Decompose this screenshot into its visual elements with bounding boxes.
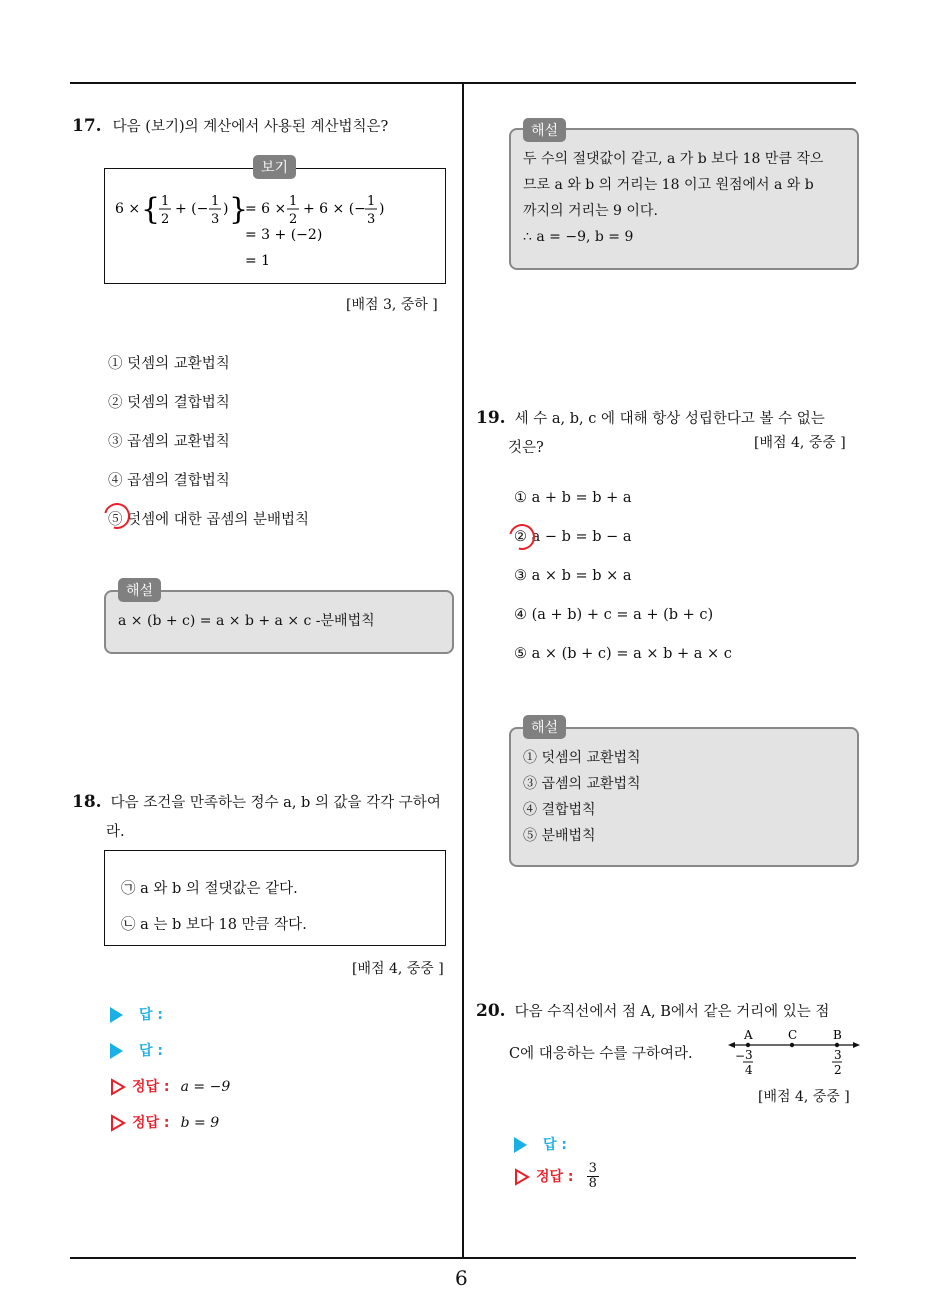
svg-text:): ) [379, 201, 385, 217]
q18-solution-line4: ∴ a = −9, b = 9 [523, 229, 634, 245]
svg-text:= 3 + (−2): = 3 + (−2) [245, 227, 323, 243]
q19-solution-line4: ⑤ 분배법칙 [523, 828, 596, 844]
q17-example-box [104, 160, 446, 284]
q20-correct [514, 1162, 599, 1191]
q18-correct-label-2: 정답 : [132, 1115, 170, 1131]
q20-correct-label: 정답 : [536, 1169, 574, 1185]
q17-choice-2[interactable]: ② 덧셈의 결합법칙 [108, 395, 230, 411]
q19-solution-tag: 해설 [523, 715, 566, 739]
bottom-rule [70, 1257, 856, 1259]
q20-number: 20. [476, 1001, 506, 1021]
q20-point-a: A [744, 1028, 753, 1042]
svg-text:1: 1 [289, 194, 298, 209]
q18-solution-line3: 까지의 거리는 9 이다. [523, 203, 658, 219]
q19-choice-3[interactable]: ③ a × b = b × a [514, 568, 632, 584]
svg-text:3: 3 [211, 212, 220, 227]
q18-correct-2 [110, 1112, 219, 1132]
q18-solution-line1: 두 수의 절댓값이 같고, a 가 b 보다 18 만큼 작으 [523, 151, 824, 167]
q18-number: 18. [72, 792, 102, 812]
svg-text:1: 1 [367, 194, 376, 209]
svg-text:}: } [229, 192, 249, 227]
q17-score: [배점 3, 중하 ] [346, 297, 438, 313]
q18-text-line1: 다음 조건을 만족하는 정수 a, b 의 값을 각각 구하여 [110, 795, 441, 811]
q19-choice-1[interactable]: ① a + b = b + a [514, 490, 632, 506]
q20-question [476, 1000, 829, 1021]
q17-text: 다음 (보기)의 계산에서 사용된 계산법칙은? [112, 119, 389, 135]
q18-correct-value-2: b = 9 [180, 1115, 220, 1131]
answer-arrow-icon [110, 1043, 123, 1059]
svg-text:2: 2 [289, 212, 298, 227]
q17-example-tag: 보기 [253, 155, 296, 179]
svg-text:): ) [223, 201, 229, 217]
answer-arrow-icon [514, 1137, 527, 1153]
q18-correct-value-1: a = −9 [180, 1079, 231, 1095]
q18-solution-line2: 므로 a 와 b 의 거리는 18 이고 원점에서 a 와 b [523, 177, 814, 193]
q18-condition-2: ㉡ a 는 b 보다 18 만큼 작다. [121, 917, 307, 933]
q19-number: 19. [476, 408, 506, 428]
q18-answer-2[interactable] [110, 1040, 163, 1060]
q20-point-b: B [833, 1028, 842, 1042]
correct-arrow-icon [110, 1114, 126, 1132]
q20-score: [배점 4, 중중 ] [758, 1089, 850, 1105]
q18-question [72, 788, 441, 846]
q18-condition-1: ㉠ a 와 b 의 절댓값은 같다. [121, 881, 298, 897]
q17-question [72, 115, 388, 136]
q19-choice-2[interactable]: ② a − b = b − a [514, 529, 632, 545]
q18-text-line2: 라. [106, 824, 125, 840]
q20-number-line [728, 1028, 860, 1078]
q19-answer-mark [504, 519, 540, 555]
svg-text:3: 3 [367, 212, 376, 227]
q20-point-c: C [788, 1028, 798, 1042]
q17-choice-1[interactable]: ① 덧셈의 교환법칙 [108, 356, 230, 372]
q19-choice-5[interactable]: ⑤ a × (b + c) = a × b + a × c [514, 646, 732, 662]
answer-arrow-icon [110, 1007, 123, 1023]
column-divider [462, 82, 464, 1258]
correct-arrow-icon [110, 1078, 126, 1096]
q20-correct-value: $\frac{3}{8}$ [588, 1161, 597, 1191]
svg-text:2: 2 [161, 212, 170, 227]
svg-text:+ (−: + (− [175, 201, 209, 217]
q18-condition-box [104, 850, 446, 946]
q17-solution-tag: 해설 [118, 578, 161, 602]
q20-text-line2: C에 대응하는 수를 구하여라. [509, 1046, 693, 1062]
q19-text-line1: 세 수 a, b, c 에 대해 항상 성립한다고 볼 수 없는 [514, 411, 825, 427]
q18-correct-label-1: 정답 : [132, 1079, 170, 1095]
q17-solution-text: a × (b + c) = a × b + a × c -분배법칙 [118, 613, 375, 629]
q19-solution-box [509, 720, 859, 867]
svg-text:= 1: = 1 [245, 253, 271, 269]
q18-solution-box [509, 123, 859, 270]
correct-arrow-icon [514, 1168, 530, 1186]
q19-solution-line3: ④ 결합법칙 [523, 802, 596, 818]
q18-answer-label-2: 답 : [139, 1043, 163, 1059]
q20-answer-label: 답 : [543, 1137, 567, 1153]
q17-solution-box [104, 583, 454, 654]
q19-choice-4[interactable]: ④ (a + b) + c = a + (b + c) [514, 607, 714, 623]
q19-score: [배점 4, 중중 ] [754, 435, 846, 451]
q17-expression [115, 181, 415, 281]
svg-text:6 ×: 6 × [115, 201, 141, 217]
q18-correct-1 [110, 1076, 230, 1096]
svg-text:1: 1 [211, 194, 220, 209]
q19-solution-line2: ③ 곱셈의 교환법칙 [523, 776, 641, 792]
page-number: 6 [455, 1266, 468, 1290]
q17-choice-4[interactable]: ④ 곱셈의 결합법칙 [108, 473, 230, 489]
q18-solution-tag: 해설 [523, 118, 566, 142]
svg-text:1: 1 [161, 194, 170, 209]
q18-answer-1[interactable] [110, 1004, 163, 1024]
svg-text:+ 6 × (−: + 6 × (− [303, 201, 366, 217]
svg-text:= 6 ×: = 6 × [245, 201, 287, 217]
svg-text:3: 3 [745, 1048, 753, 1062]
q17-choice-5[interactable]: ⑤ 덧셈에 대한 곱셈의 분배법칙 [108, 512, 310, 528]
svg-text:−: − [735, 1049, 746, 1063]
svg-text:2: 2 [834, 1063, 842, 1077]
svg-text:3: 3 [834, 1048, 842, 1062]
q20-text-line1: 다음 수직선에서 점 A, B에서 같은 거리에 있는 점 [514, 1004, 830, 1020]
svg-text:{: { [141, 192, 161, 227]
q17-number: 17. [72, 116, 102, 136]
q19-solution-line1: ① 덧셈의 교환법칙 [523, 750, 641, 766]
q17-choice-3[interactable]: ③ 곱셈의 교환법칙 [108, 434, 230, 450]
q18-answer-label-1: 답 : [139, 1007, 163, 1023]
svg-text:4: 4 [745, 1063, 753, 1077]
q18-score: [배점 4, 중중 ] [352, 961, 444, 977]
q20-answer[interactable] [514, 1134, 567, 1154]
q19-text-line2: 것은? [508, 440, 544, 456]
